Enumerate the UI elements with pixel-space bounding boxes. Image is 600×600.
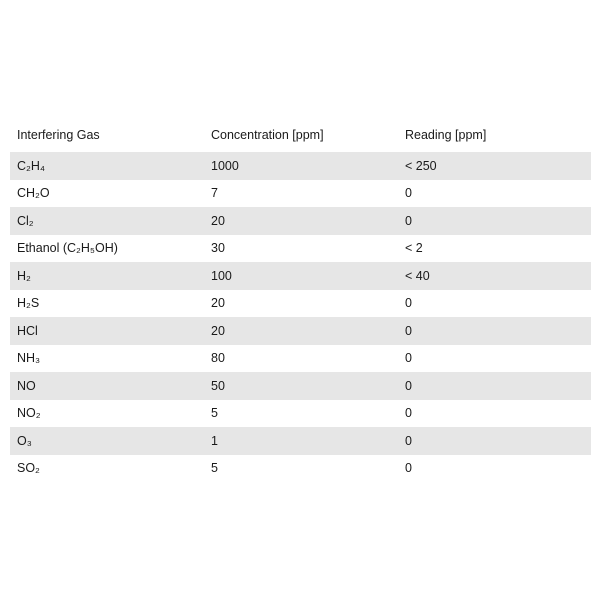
table-row	[10, 455, 591, 483]
table-row	[10, 345, 591, 373]
concentration-cell: 7	[211, 186, 218, 201]
reading-cell: 0	[405, 406, 412, 421]
concentration-cell: 1	[211, 433, 218, 448]
reading-cell: 0	[405, 186, 412, 201]
table-row	[10, 372, 591, 400]
header-concentration: Concentration [ppm]	[211, 128, 324, 142]
reading-cell: 0	[405, 378, 412, 393]
concentration-cell: 80	[211, 351, 225, 366]
gas-cell: O₃	[17, 433, 32, 448]
concentration-cell: 20	[211, 323, 225, 338]
concentration-cell: 50	[211, 378, 225, 393]
concentration-cell: 20	[211, 296, 225, 311]
table-row	[10, 152, 591, 180]
reading-cell: 0	[405, 461, 412, 476]
reading-cell: < 40	[405, 268, 430, 283]
concentration-cell: 20	[211, 213, 225, 228]
gas-cell: H₂	[17, 268, 31, 283]
reading-cell: 0	[405, 351, 412, 366]
table-header-row	[10, 118, 591, 152]
interfering-gas-table	[10, 118, 591, 482]
header-interfering-gas: Interfering Gas	[17, 128, 100, 142]
table-row	[10, 400, 591, 428]
concentration-cell: 5	[211, 461, 218, 476]
table-row	[10, 317, 591, 345]
reading-cell: < 250	[405, 158, 437, 173]
reading-cell: 0	[405, 296, 412, 311]
reading-cell: 0	[405, 323, 412, 338]
table-row	[10, 262, 591, 290]
gas-cell: NO	[17, 378, 36, 393]
table-row	[10, 180, 591, 208]
gas-cell: NH₃	[17, 351, 41, 366]
gas-cell: Cl₂	[17, 213, 34, 228]
gas-cell: H₂S	[17, 296, 40, 311]
gas-cell: NO₂	[17, 406, 41, 421]
gas-cell: Ethanol (C₂H₅OH)	[17, 241, 118, 256]
concentration-cell: 5	[211, 406, 218, 421]
table-row	[10, 235, 591, 263]
table-row	[10, 290, 591, 318]
reading-cell: 0	[405, 213, 412, 228]
gas-cell: SO₂	[17, 461, 40, 476]
concentration-cell: 1000	[211, 158, 239, 173]
reading-cell: 0	[405, 433, 412, 448]
concentration-cell: 30	[211, 241, 225, 256]
header-reading: Reading [ppm]	[405, 128, 487, 142]
gas-cell: C₂H₄	[17, 158, 46, 173]
gas-cell: CH₂O	[17, 186, 50, 201]
concentration-cell: 100	[211, 268, 232, 283]
reading-cell: < 2	[405, 241, 423, 256]
table-row	[10, 207, 591, 235]
table-row	[10, 427, 591, 455]
gas-cell: HCl	[17, 323, 38, 338]
